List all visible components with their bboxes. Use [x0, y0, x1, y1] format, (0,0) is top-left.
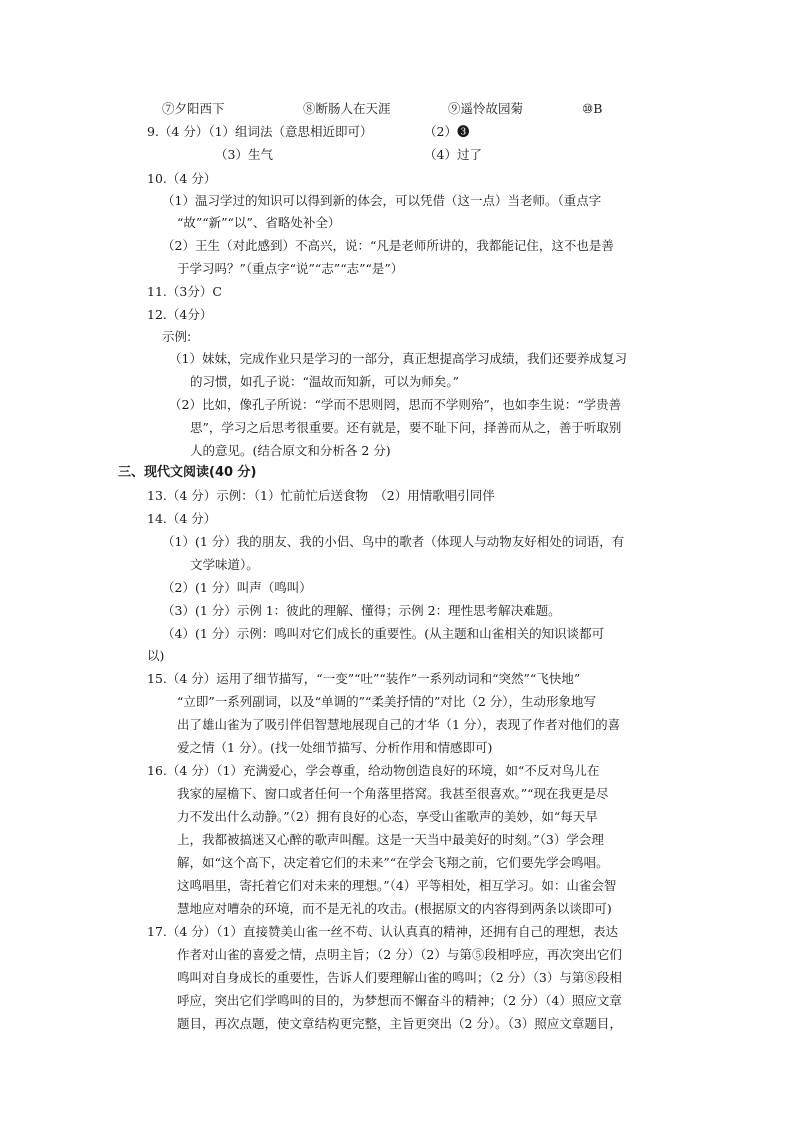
- q15-line2: “立即”一系列副词，以及“单调的”“柔美抒情的”对比（2 分），生动形象地写: [177, 694, 597, 709]
- q16-line6: 这鸣唱里，寄托着它们对未来的理想。”（4）平等相处，相互学习。如：山雀会智: [177, 878, 617, 893]
- q10-line3: （2）王生（对此感到）不高兴，说：“凡是老师所讲的，我都能记住，这不也是善: [162, 238, 614, 253]
- q16-line7: 慧地应对嘈杂的环境，而不是无礼的攻击。(根据原文的内容得到两条以谈即可): [177, 901, 612, 916]
- q14-line5: （4）(1 分）示例：鸣叫对它们成长的重要性。(从主题和山雀相关的知识谈都可: [162, 626, 605, 641]
- q12-head: 12.（4分）: [147, 307, 213, 322]
- q14-head: 14.（4 分）: [147, 511, 217, 526]
- q17-line1: 17.（4 分）（1）直接赞美山雀一丝不苟、认认真真的精神，还拥有自己的理想，表达: [147, 924, 619, 939]
- q12-line1: （1）妹妹，完成作业只是学习的一部分，真正想提高学习成绩，我们还要养成复习: [169, 351, 627, 366]
- q16-line4: 上，我都被搞迷又心醉的歌声叫醒。这是一天当中最美好的时刻。”（3）学会理: [177, 832, 604, 847]
- q11-head: 11.（3分）C: [147, 284, 222, 299]
- q16-line1: 16.（4 分）（1）充满爱心，学会尊重，给动物创造良好的环境，如“不反对鸟儿在: [147, 763, 600, 778]
- q12-line4: 思”，学习之后思考很重要。还有就是，要不耻下问，择善而从之，善于听取别: [190, 420, 622, 435]
- q12-line2: 的习惯，如孔子说：“温故而知新，可以为师矣。”: [190, 374, 460, 389]
- q15-line3: 出了雄山雀为了吸引伴侣智慧地展现自己的才华（1 分），表现了作者对他们的喜: [177, 717, 621, 732]
- answer-item-10: ⑩B: [582, 101, 603, 116]
- q9-line2-b: （4）过了: [424, 147, 482, 162]
- q9-line2-a: （3）生气: [215, 147, 273, 162]
- q14-line4: （3）(1 分）示例 1：彼此的理解、懂得；示例 2：理性思考解决难题。: [162, 603, 561, 618]
- answer-item-7: ⑦夕阳西下: [162, 101, 225, 116]
- section-3-title: 三、现代文阅读(40 分): [118, 465, 257, 480]
- answer-item-9: ⑨遥怜故园菊: [448, 101, 524, 116]
- q17-line2: 作者对山雀的喜爱之情，点明主旨；（2 分）（2）与第⑤段相呼应，再次突出它们: [177, 947, 622, 962]
- q10-head: 10.（4 分）: [147, 171, 217, 186]
- q16-line3: 力不发出什么动静。”（2）拥有良好的心态，享受山雀歌声的美妙，如“每天早: [177, 809, 598, 824]
- q9-line1-a: 9.（4 分）（1）组词法（意思相近即可）: [147, 124, 373, 139]
- q14-line2: 文学味道）。: [190, 557, 259, 572]
- q14-line1: （1）(1 分）我的朋友、我的小侣、鸟中的歌者（体现人与动物友好相处的词语，有: [162, 534, 625, 549]
- q14-line3: （2）(1 分）叫声（鸣叫）: [162, 580, 312, 595]
- q10-line1: （1）温习学过的知识可以得到新的体会，可以凭借（这一点）当老师。（重点字: [162, 193, 602, 208]
- q12-line5: 人的意见。(结合原文和分析各 2 分): [190, 443, 391, 458]
- q10-line4: 于学习吗？”（重点字“说”“志”“志”“是”）: [177, 261, 404, 276]
- q15-line4: 爱之情（1 分）。(找一处细节描写、分析作用和情感即可): [177, 740, 493, 755]
- q14-line6: 以): [147, 648, 165, 663]
- answer-item-8: ⑧断肠人在天涯: [303, 101, 391, 116]
- q10-line2: “故”“新”“以”、省略处补全）: [177, 215, 341, 230]
- q15-line1: 15.（4 分）运用了细节描写，“一变”“吐”“装作”一系列动词和“突然”“飞快地”: [147, 671, 581, 686]
- q13-head: 13.（4 分）示例：（1）忙前忙后送食物 （2）用情歌唱引同伴: [147, 488, 495, 503]
- q16-line5: 解，如“这个高下，决定着它们的未来”“在学会飞翔之前，它们要先学会鸣唱。: [177, 855, 609, 870]
- q12-example-label: 示例:: [162, 329, 192, 344]
- q9-line1-b: （2）❸: [424, 124, 470, 139]
- q17-line4: 呼应，突出它们学鸣叫的目的，为梦想而不懈奋斗的精神；（2 分）（4）照应文章: [177, 993, 622, 1008]
- q17-line5: 题目，再次点题，使文章结构更完整，主旨更突出（2 分）。（3）照应文章题目，: [177, 1016, 622, 1031]
- q12-line3: （2）比如，像孔子所说：“学而不思则罔，思而不学则殆”，也如李生说：“学贵善: [169, 397, 622, 412]
- q16-line2: 我家的屋檐下、窗口或者任何一个角落里搭窝。我甚至很喜欢。”“现在我更是尽: [177, 786, 609, 801]
- q17-line3: 鸣叫对自身成长的重要性，告诉人们要理解山雀的鸣叫；（2 分）（3）与第⑧段相: [177, 970, 622, 985]
